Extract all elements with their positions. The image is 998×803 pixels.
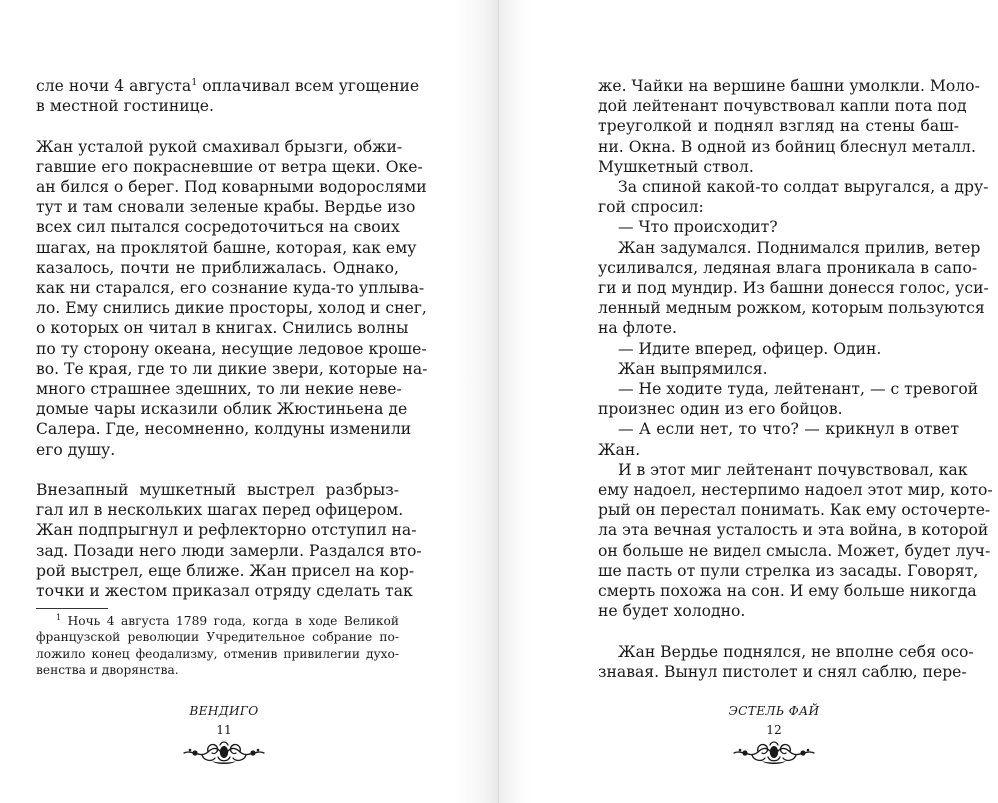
left-line: Жан подпрыгнул и рефлекторно отступил на-: [36, 521, 417, 540]
right-line: смерть похожа на сон. И ему больше никогда: [598, 582, 977, 601]
left-line: Внезапный мушкетный выстрел разбрыз-: [36, 481, 399, 500]
footnote-line: французской революции Учредительное собрание по-: [36, 630, 399, 645]
left-line: зад. Позади него люди замерли. Раздался вто-: [36, 541, 422, 560]
left-page-number: 11: [216, 723, 232, 737]
footnote-mark: 1: [56, 612, 62, 622]
left-line: о которых он читал в книгах. Снились волны: [36, 319, 409, 338]
left-line: много страшнее здешних, то ли некие неве-: [36, 380, 402, 399]
left-line: рой выстрел, еще ближе. Жан присел на кор-: [36, 561, 415, 580]
right-line: Жан.: [598, 440, 641, 459]
left-line: точки и жестом приказал отряду сделать так: [36, 582, 413, 601]
left-line: во. Те края, где то ли дикие звери, которые на-: [36, 359, 428, 378]
left-line: тут и там сновали зеленые крабы. Вердье изо: [36, 198, 416, 217]
footnote-line: венства и дворянства.: [36, 663, 179, 678]
left-line: по ту сторону океана, несущие ледовое кроше-: [36, 339, 427, 358]
right-line: ги и под мундир. Из башни донесся голос, уси-: [598, 279, 989, 298]
left-line: Салера. Где, несомненно, колдуны изменили: [36, 420, 412, 439]
right-line: — Что происходит?: [618, 218, 778, 237]
right-line: За спиной какой-то солдат выругался, а дру-: [618, 178, 989, 197]
right-line: дой лейтенант почувствовал капли пота под: [598, 97, 967, 116]
left-line: домые чары исказили облик Жюстиньена де: [36, 400, 408, 419]
right-line: ше пасть от пули стрелка из засады. Говорят,: [598, 561, 979, 580]
right-line: Жан задумался. Поднимался прилив, ветер: [618, 238, 981, 257]
left-line: ло. Ему снились дикие просторы, холод и снег,: [36, 299, 427, 318]
right-line: рый он перестал понимать. Как ему осточерте-: [598, 501, 991, 520]
left-line-1-tail: оплачивал всем угощение: [197, 77, 420, 95]
right-line: И в этот миг лейтенант почувствовал, как: [618, 460, 968, 479]
left-line: Жан усталой рукой смахивал брызги, обжи-: [36, 137, 403, 156]
right-line: знавая. Вынул пистолет и снял саблю, пере-: [598, 662, 967, 681]
right-page-number: 12: [766, 723, 782, 737]
right-line: он больше не видел смысла. Может, будет луч-: [598, 541, 991, 560]
gutter-fold: [498, 0, 499, 803]
footnote-reference: 1: [191, 76, 198, 88]
left-ornament-icon: [182, 737, 266, 767]
left-line: гавшие его покрасневшие от ветра щеки. Оке-: [36, 157, 423, 176]
left-line: казалось, почти не приближалась. Однако,: [36, 258, 399, 277]
left-line: шагах, на проклятой башне, которая, как ему: [36, 238, 417, 257]
left-page-body: [36, 76, 428, 601]
right-ornament-icon: [732, 737, 816, 767]
left-running-title: ВЕНДИГО: [189, 704, 259, 718]
right-line: ла эта вечная усталость и эта война, в которой: [598, 521, 989, 540]
footnote-line-1: [36, 613, 399, 629]
left-line: всех сил пытался сосредоточиться на своих: [36, 218, 400, 237]
right-line: — А если нет, то что? — крикнул в ответ: [618, 420, 959, 439]
right-line: усиливался, ледяная влага проникала в сапо-: [598, 258, 978, 277]
left-line: его душу.: [36, 440, 116, 459]
right-line: ему надоел, нестерпимо надоел этот мир, кото-: [598, 481, 993, 500]
footnote-rule: [36, 608, 108, 609]
right-line: — Идите вперед, офицер. Один.: [618, 339, 882, 358]
footnote: [36, 613, 399, 679]
right-line: Жан Вердье поднялся, не вполне себя осо-: [618, 642, 974, 661]
left-line: ан бился о берег. Под коварными водорослями: [36, 178, 427, 196]
right-running-title: ЭСТЕЛЬ ФАЙ: [728, 704, 820, 718]
right-line: — Не ходите туда, лейтенант, — с тревогой: [618, 380, 979, 399]
right-line: ни. Окна. В одной из бойниц блеснул металл.: [598, 137, 976, 156]
right-line: на флоте.: [598, 319, 677, 338]
right-line: же. Чайки на вершине башни умолкли. Моло-: [598, 77, 980, 95]
right-page-body: [598, 76, 993, 682]
left-line-1: [36, 76, 420, 96]
left-line: в местной гостинице.: [36, 97, 214, 116]
right-line: Жан выпрямился.: [618, 359, 768, 378]
footnote-line: ложило конец феодализму, отменив привилегии духо-: [36, 646, 399, 661]
right-line: не будет холодно.: [598, 602, 746, 621]
left-line-1-head: сле ночи 4 августа: [36, 77, 192, 95]
right-line: произнес один из его бойцов.: [598, 400, 843, 419]
right-line: Мушкетный ствол.: [598, 157, 754, 176]
right-line: гой спросил:: [598, 198, 704, 217]
left-line: гал ил в нескольких шагах перед офицером.: [36, 501, 404, 520]
right-line: ленный медным рожком, которым пользуются: [598, 299, 985, 318]
right-line: треуголкой и поднял взгляд на стены баш-: [598, 117, 959, 136]
left-line: как ни старался, его сознание куда-то уплыва-: [36, 279, 425, 298]
footnote-line-1-text: Ночь 4 августа 1789 года, когда в ходе Великой: [61, 614, 399, 628]
